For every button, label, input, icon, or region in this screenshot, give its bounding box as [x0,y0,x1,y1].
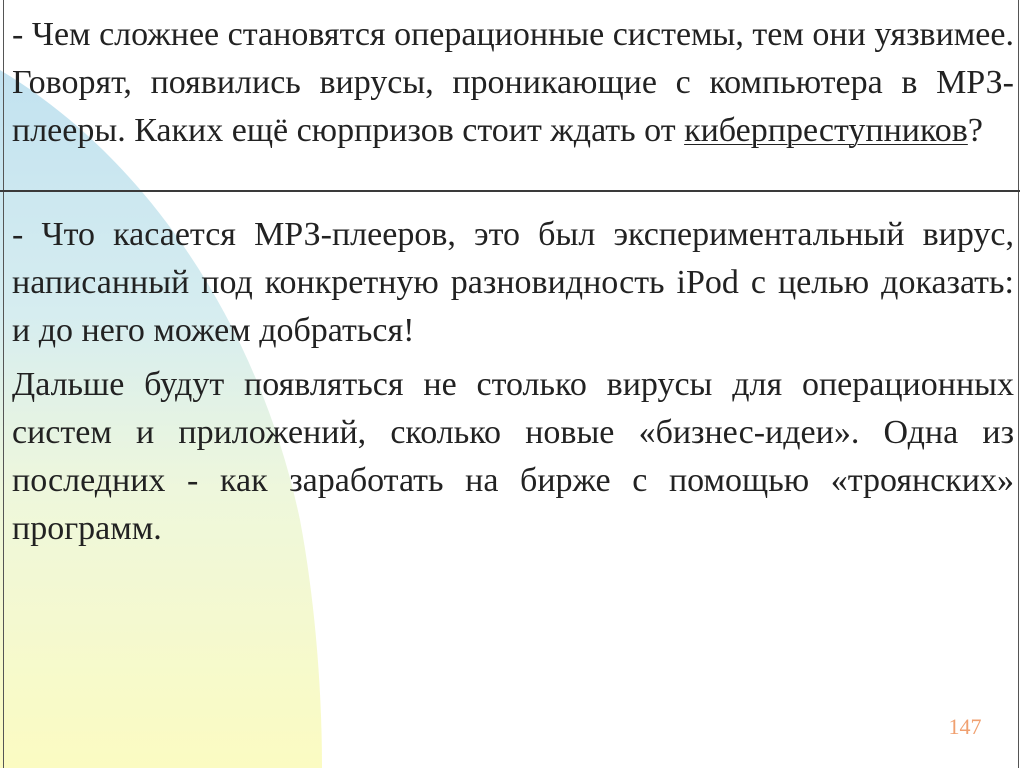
interview-question [12,11,1014,155]
section-divider [0,190,1020,192]
question-underlined-word: киберпреступников [684,112,968,149]
page-number: 147 [948,714,982,739]
question-end: ? [967,112,983,149]
answer-paragraph: Дальше будут появляться не столько вирусы для операционных систем и приложений, сколько новые «бизнес-идеи». Одна из последних - как заработать на бирже с помощью «троянских» программ. [12,366,1014,547]
question-text: - Чем сложнее становятся операционные системы, тем они уязвимее. Говорят, появились вирусы, проникающие с компьютера в МРЗ-плееры. Каких ещё сюрпризов стоит ждать от [12,16,1014,149]
frame-right-line [1018,0,1019,768]
interview-answer: - Что касается МРЗ-плееров, это был экспериментальный вирус, написанный под конкретную разновидность iPod с целью доказать: и до него можем добраться! [12,216,1014,349]
frame-left-line [3,0,4,768]
